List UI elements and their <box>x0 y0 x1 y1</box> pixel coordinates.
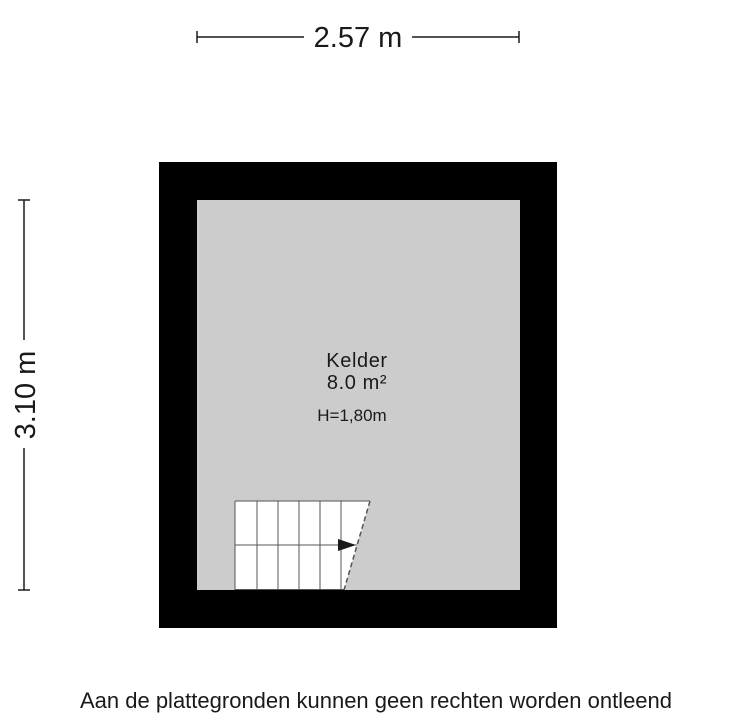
room-height: H=1,80m <box>317 406 387 425</box>
room-area: 8.0 m² <box>326 372 388 394</box>
width-dimension <box>197 22 519 54</box>
disclaimer-text: Aan de plattegronden kunnen geen rechten worden ontleend <box>79 688 673 713</box>
room-name: Kelder <box>326 350 388 372</box>
width-dimension-label: 2.57 m <box>313 22 403 54</box>
height-dimension-label: 3.10 m <box>10 350 42 440</box>
height-dimension <box>10 200 42 590</box>
